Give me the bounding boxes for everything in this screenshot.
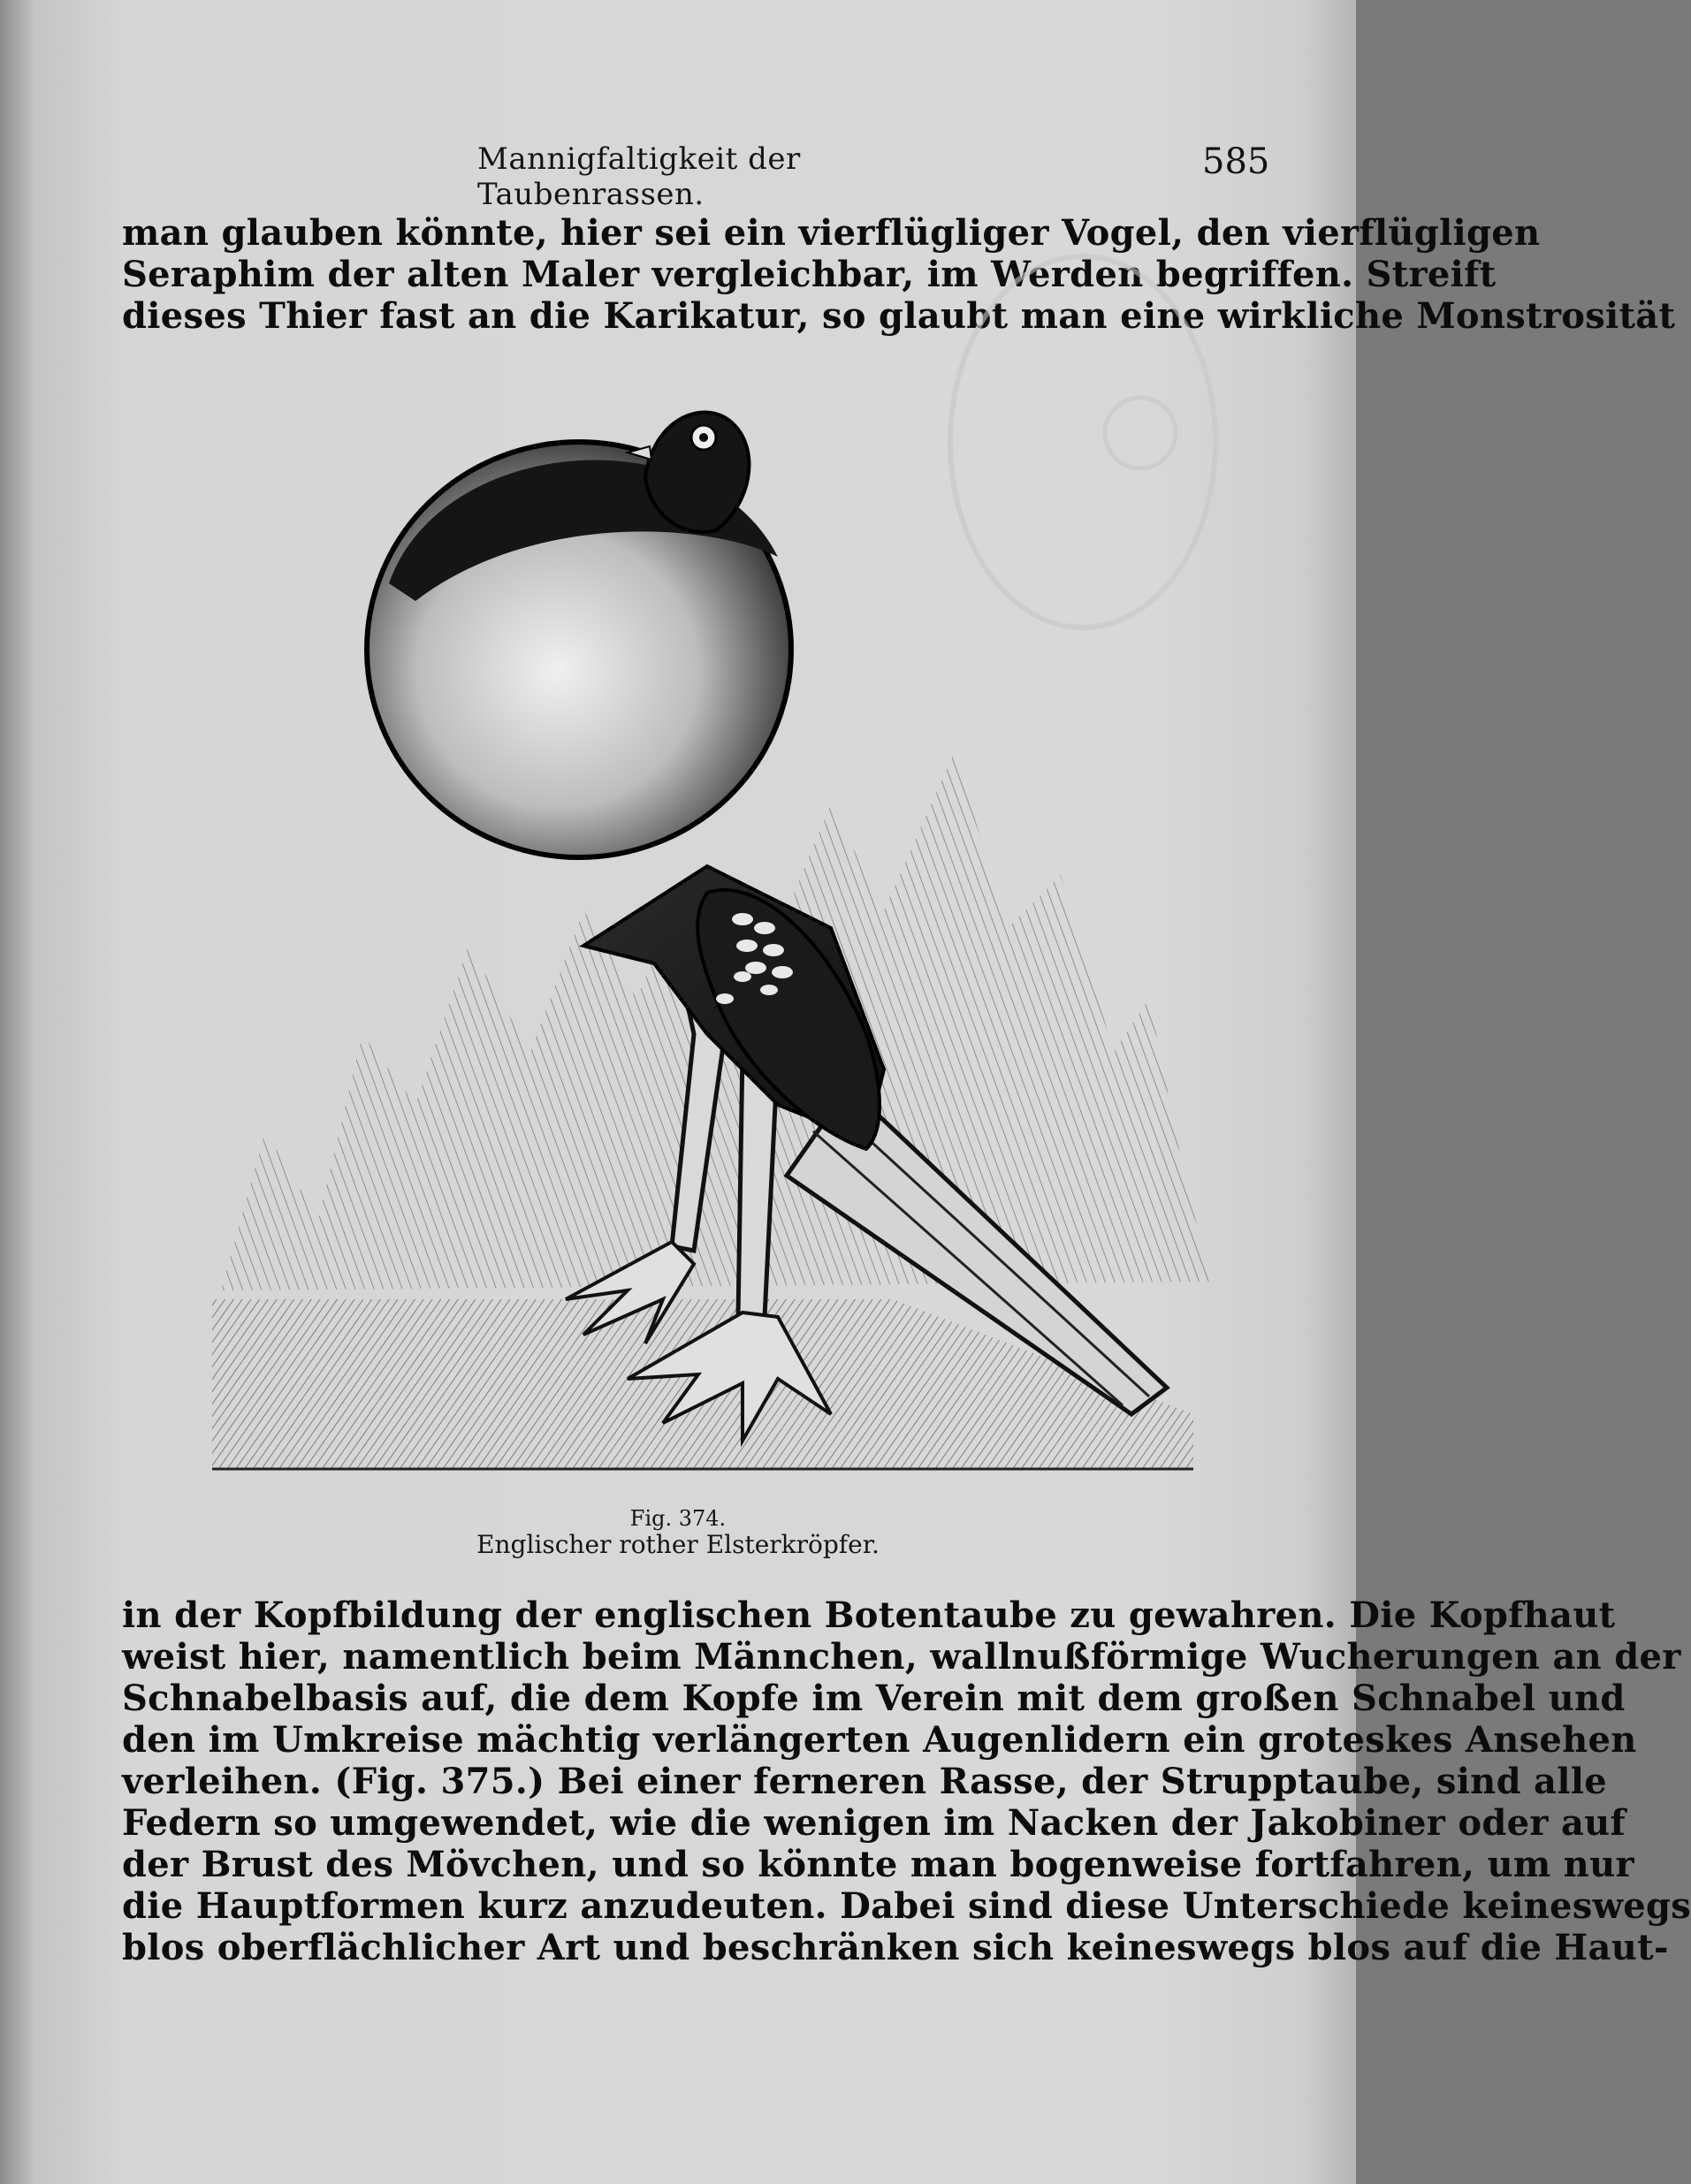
body-text-top — [122, 212, 1676, 337]
text-line: die Hauptformen kurz anzudeuten. Dabei sind diese Unterschiede keineswegs — [122, 1885, 1691, 1927]
text-line: Seraphim der alten Maler vergleichbar, im Werden begriffen. Streift — [122, 254, 1497, 295]
body-text-bottom — [122, 1594, 1691, 1968]
text-line: der Brust des Mövchen, und so könnte man bogenweise fortfahren, um nur — [122, 1844, 1634, 1885]
pigeon-illustration — [212, 380, 1220, 1485]
page-header — [0, 141, 1356, 212]
running-title: Mannigfaltigkeit der Taubenrassen. — [477, 141, 801, 212]
text-line: den im Umkreise mächtig verlängerten Augenlidern ein groteskes Ansehen — [122, 1719, 1637, 1761]
figure-number: Fig. 374. — [629, 1506, 727, 1531]
text-line: dieses Thier fast an die Karikatur, so glaubt man eine wirkliche Monstrosität — [122, 295, 1676, 337]
text-line: verleihen. (Fig. 375.) Bei einer ferneren Rasse, der Strupptaube, sind alle — [122, 1761, 1608, 1802]
text-line: in der Kopfbildung der englischen Botentaube zu gewahren. Die Kopfhaut — [122, 1594, 1616, 1636]
text-line: Federn so umgewendet, wie die wenigen im Nacken der Jakobiner oder auf — [122, 1802, 1626, 1844]
text-line: blos oberflächlicher Art und beschränken sich keineswegs blos auf die Haut- — [122, 1927, 1669, 1968]
text-line: man glauben könnte, hier sei ein vierflügliger Vogel, den vierflügligen — [122, 212, 1541, 254]
page-number: 585 — [1202, 141, 1270, 182]
text-line: Schnabelbasis auf, die dem Kopfe im Verein mit dem großen Schnabel und — [122, 1678, 1626, 1719]
figure-caption: Englischer rother Elsterkröpfer. — [476, 1530, 880, 1559]
text-line: weist hier, namentlich beim Männchen, wallnußförmige Wucherungen an der — [122, 1636, 1681, 1678]
